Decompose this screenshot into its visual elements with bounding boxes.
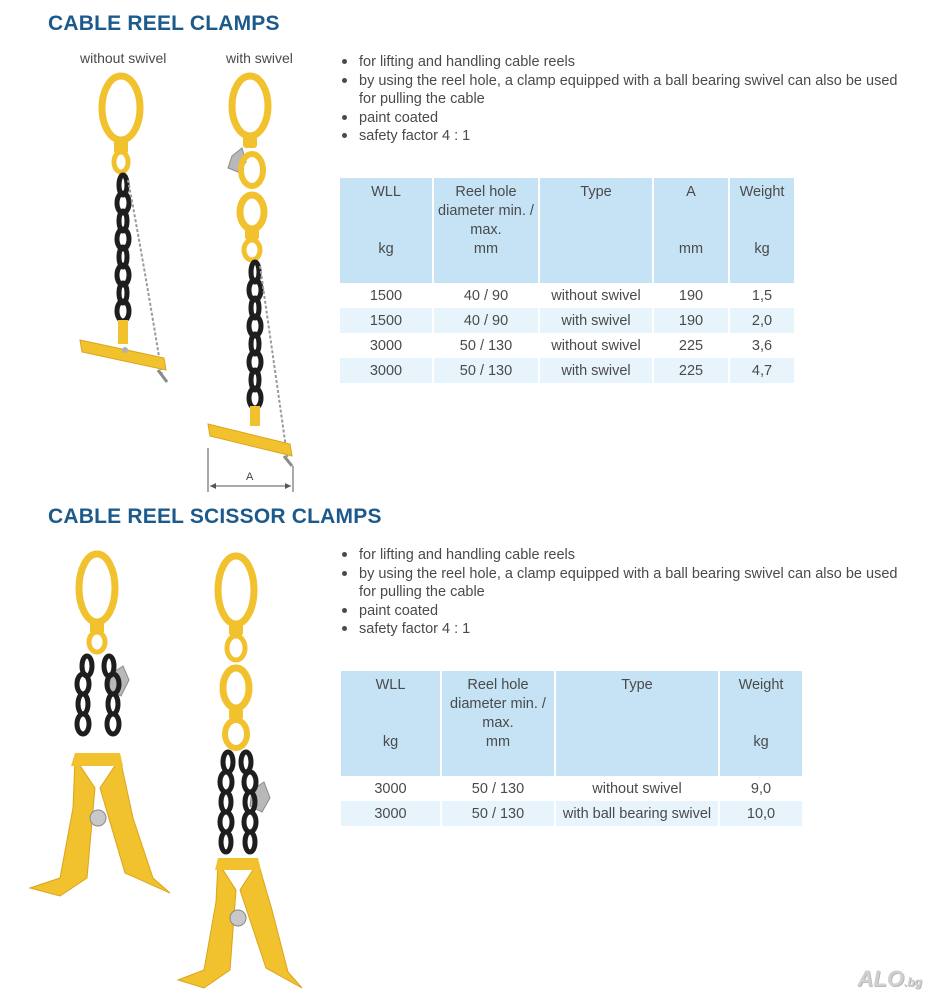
caption-without-swivel: without swivel [80, 50, 167, 66]
cell-weight: 9,0 [720, 776, 802, 801]
dimension-label-a: A [246, 471, 254, 483]
cell-weight: 2,0 [730, 308, 794, 333]
cell-a: 225 [654, 333, 728, 358]
cell-reel-hole: 50 / 130 [434, 358, 538, 383]
cell-reel-hole: 50 / 130 [442, 776, 554, 801]
feature-item: paint coated [340, 109, 900, 128]
cell-wll: 1500 [340, 308, 432, 333]
header-reel-hole: Reel hole diameter min. / max. mm [434, 178, 538, 283]
header-type: Type [556, 671, 718, 776]
cell-weight: 3,6 [730, 333, 794, 358]
section-title-cable-reel-clamps: CABLE REEL CLAMPS [48, 12, 280, 35]
cell-wll: 3000 [340, 333, 432, 358]
feature-item: by using the reel hole, a clamp equipped with a ball bearing swivel can also be used for pulling the cable [340, 565, 900, 602]
table-row [340, 283, 794, 308]
watermark-logo: ALO.bg [857, 966, 922, 991]
feature-item: safety factor 4 : 1 [340, 127, 900, 146]
cell-a: 225 [654, 358, 728, 383]
cell-wll: 1500 [340, 283, 432, 308]
cell-type: without swivel [540, 283, 652, 308]
section-title-cable-reel-scissor-clamps: CABLE REEL SCISSOR CLAMPS [48, 505, 382, 528]
table-header-row [341, 671, 802, 776]
table-row [340, 358, 794, 383]
feature-item: for lifting and handling cable reels [340, 546, 900, 565]
caption-with-swivel: with swivel [226, 50, 293, 66]
feature-item: for lifting and handling cable reels [340, 53, 900, 72]
cell-reel-hole: 40 / 90 [434, 283, 538, 308]
cell-a: 190 [654, 308, 728, 333]
cell-wll: 3000 [341, 776, 440, 801]
feature-item: safety factor 4 : 1 [340, 620, 900, 639]
cell-type: with ball bearing swivel [556, 801, 718, 826]
cell-reel-hole: 40 / 90 [434, 308, 538, 333]
cell-reel-hole: 50 / 130 [434, 333, 538, 358]
cell-type: with swivel [540, 358, 652, 383]
table-row [340, 308, 794, 333]
cell-weight: 1,5 [730, 283, 794, 308]
header-weight: Weight kg [730, 178, 794, 283]
header-type: Type [540, 178, 652, 283]
cell-wll: 3000 [341, 801, 440, 826]
cell-reel-hole: 50 / 130 [442, 801, 554, 826]
cell-weight: 4,7 [730, 358, 794, 383]
clamp-with-swivel-image [200, 70, 310, 500]
clamp-without-swivel-image [70, 70, 180, 400]
table-row [341, 801, 802, 826]
header-wll: WLL kg [341, 671, 440, 776]
cell-weight: 10,0 [720, 801, 802, 826]
table-row [340, 333, 794, 358]
table-row [341, 776, 802, 801]
cell-type: without swivel [556, 776, 718, 801]
section1-feature-list [340, 53, 900, 146]
scissor-clamp-without-swivel-image [25, 548, 175, 908]
cell-type: with swivel [540, 308, 652, 333]
header-wll: WLL kg [340, 178, 432, 283]
cable-reel-scissor-clamps-table [339, 671, 804, 826]
table-header-row [340, 178, 794, 283]
header-reel-hole: Reel hole diameter min. / max. mm [442, 671, 554, 776]
cable-reel-clamps-table [338, 178, 796, 383]
section2-feature-list [340, 546, 900, 639]
cell-a: 190 [654, 283, 728, 308]
header-weight: Weight kg [720, 671, 802, 776]
cell-type: without swivel [540, 333, 652, 358]
feature-item: by using the reel hole, a clamp equipped with a ball bearing swivel can also be used for pulling the cable [340, 72, 900, 109]
header-a: A mm [654, 178, 728, 283]
feature-item: paint coated [340, 602, 900, 621]
cell-wll: 3000 [340, 358, 432, 383]
scissor-clamp-with-swivel-image [170, 550, 320, 1000]
